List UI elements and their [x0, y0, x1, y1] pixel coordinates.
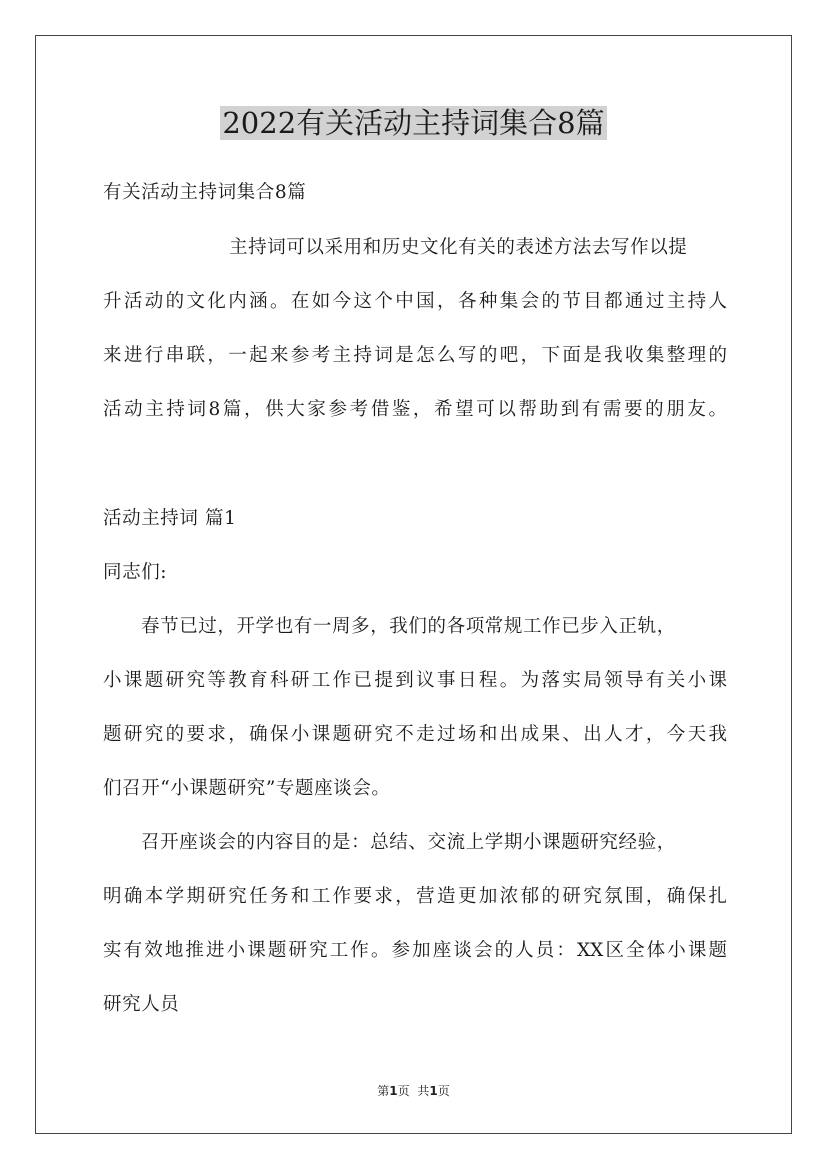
footer-total-suffix: 页	[437, 1084, 450, 1098]
paragraph2-line-1: 召开座谈会的内容目的是：总结、交流上学期小课题研究经验，	[141, 832, 676, 853]
document-subtitle: 有关活动主持词集合8篇	[103, 182, 307, 203]
paragraph2-line-4: 研究人员	[103, 994, 180, 1015]
paragraph1-line-2: 小课题研究等教育科研工作已提到议事日程。为落实局领导有关小课	[103, 670, 727, 691]
intro-line-2: 升活动的文化内涵。在如今这个中国，各种集会的节目都通过主持人	[103, 291, 727, 312]
footer-total-number: 1	[429, 1084, 438, 1098]
intro-line-3: 来进行串联，一起来参考主持词是怎么写的吧，下面是我收集整理的	[103, 345, 727, 366]
paragraph1-line-1: 春节已过，开学也有一周多，我们的各项常规工作已步入正轨，	[141, 616, 676, 637]
paragraph2-line-3: 实有效地推进小课题研究工作。参加座谈会的人员：XX区全体小课题	[103, 940, 727, 961]
document-title-text: 2022有关活动主持词集合8篇	[222, 106, 605, 140]
paragraph1-line-4: 们召开“小课题研究”专题座谈会。	[103, 778, 391, 799]
paragraph1-line-3: 题研究的要求，确保小课题研究不走过场和出成果、出人才，今天我	[103, 724, 727, 745]
footer-total-prefix: 共	[417, 1084, 430, 1098]
page-footer	[0, 1083, 827, 1099]
paragraph2-line-2: 明确本学期研究任务和工作要求，营造更加浓郁的研究氛围，确保扎	[103, 886, 727, 907]
section-heading: 活动主持词 篇1	[103, 508, 237, 529]
intro-line-4: 活动主持词8篇，供大家参考借鉴，希望可以帮助到有需要的朋友。	[103, 399, 727, 420]
greeting: 同志们:	[103, 562, 168, 583]
footer-page-prefix: 第	[377, 1084, 390, 1098]
intro-line-1: 主持词可以采用和历史文化有关的表述方法去写作以提	[229, 237, 688, 258]
document-title	[0, 103, 827, 143]
footer-page-number: 1	[389, 1084, 398, 1098]
footer-page-suffix: 页	[397, 1084, 410, 1098]
